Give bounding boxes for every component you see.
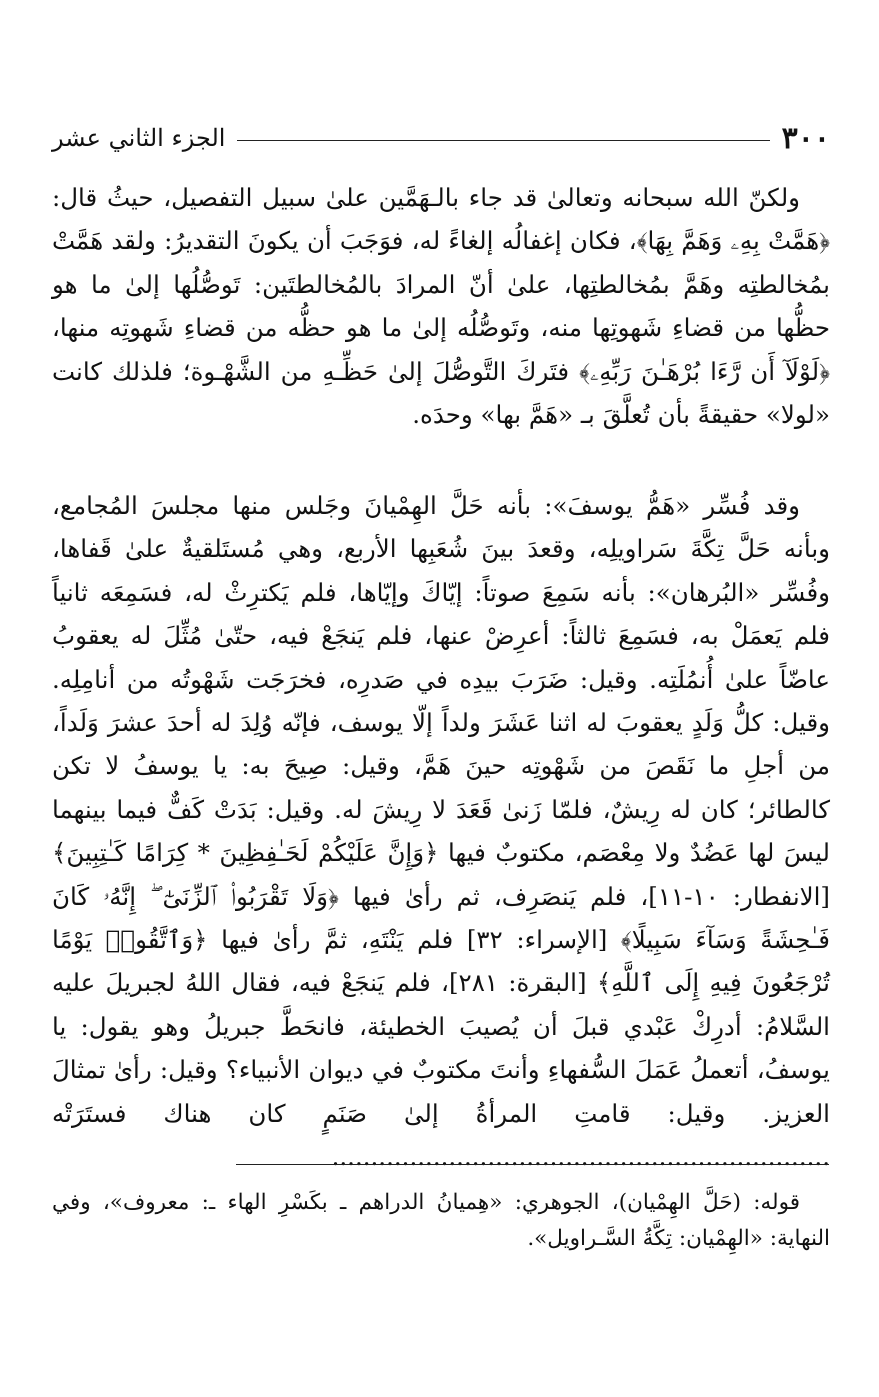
main-paragraph-2 — [52, 484, 830, 1179]
main-paragraph-1 — [52, 176, 830, 436]
footnote-separator — [236, 1164, 829, 1165]
running-title: الجزء الثاني عشر — [52, 124, 226, 152]
page-header — [52, 118, 830, 158]
header-rule — [237, 140, 769, 141]
paragraph-text: وقد فُسِّر «هَمُّ يوسفَ»: بأنه حَلَّ الهِمْيانَ وجَلس منها مجلسَ المُجامع، وبأنه حَلَّ تِكَّةَ سَراويلِه، وقعدَ بينَ شُعَبِها الأربع، وهي مُستَلقيةٌ علىٰ قَفاها، وفُسِّر «البُرهان»: بأنه سَمِعَ صوتاً: إيّاكَ وإيّاها، فلم يَكترِثْ له، فسَمِعَه ثانياً فلم يَعمَلْ به، فسَمِعَ ثالثاً: أعرِضْ عنها، فلم يَنجَعْ فيه، حتّىٰ مُثِّلَ له يعقوبُ عاضّاً علىٰ أُنمُلَتِه. وقيل: ضَرَبَ بيدِه في صَدرِه، فخرَجَت شَهْوتُه من أنامِلِه. وقيل: كلُّ وَلَدٍ يعقوبَ له اثنا عَشَرَ ولداً إلّا يوسف، فإنّه وُلِدَ له أحدَ عشرَ وَلَداً، من أجلِ ما نَقَصَ من شَهْوتِه حينَ هَمَّ، وقيل: صِيحَ به: يا يوسفُ لا تكن كالطائر؛ كان له رِيشٌ، فلمّا زَنىٰ قَعَدَ لا رِيشَ له. وقيل: بَدَتْ كَفٌّ فيما بينهما ليسَ لها عَضُدٌ ولا مِعْصَم، مكتوبٌ فيها ﴿وَإِنَّ عَلَيْكُمْ لَحَـٰفِظِينَ * كِرَامًا كَـٰتِبِينَ﴾ [الانفطار: ١٠-١١]، فلم يَنصَرِف، ثم رأىٰ فيها ﴿وَلَا تَقْرَبُوا۟ ٱلزِّنَىٰٓ ۖ إِنَّهُۥ كَانَ فَـٰحِشَةً وَسَآءَ سَبِيلًا﴾ [الإسراء: ٣٢] فلم يَنْتَهِ، ثمَّ رأىٰ فيها ﴿وَٱتَّقُوا۟ يَوْمًا تُرْجَعُونَ فِيهِ إِلَى ٱللَّهِ﴾ [البقرة: ٢٨١]، فلم يَنجَعْ فيه، فقال اللهُ لجبريلَ عليه السَّلامُ: أدرِكْ عَبْدي قبلَ أن يُصيبَ الخطيئة، فانحَطَّ جبريلُ وهو يقول: يا يوسفُ، أتعملُ عَمَلَ السُّفهاءِ وأنتَ مكتوبٌ في ديوان الأنبياء؟ وقيل: رأىٰ تمثالَ العزيز. وقيل: قامتِ المرأةُ إلىٰ صَنَمٍ كان هناك فستَرَتْه ................................................................ — [52, 491, 831, 1172]
page-number: ٣٠٠ — [781, 120, 830, 156]
footnote-text: قوله: (حَلَّ الهِمْيان)، الجوهري: «هِميانُ الدراهم ـ بكَسْرِ الهاء ـ: معروف»، وفي النهاية: «الهِمْيان: تِكَّةُ السَّـراويل». — [52, 1190, 830, 1251]
paragraph-text: ولكنّ الله سبحانه وتعالىٰ قد جاء بالـهَمَّين علىٰ سبيل التفصيل، حيثُ قال: ﴿هَمَّتْ بِهِۦ وَهَمَّ بِهَا﴾، فكان إغفالُه إلغاءً له، فوَجَبَ أن يكونَ التقديرُ: ولقد هَمَّتْ بمُخالطتِه وهَمَّ بمُخالطتِها، علىٰ أنّ المرادَ بالمُخالطتَين: تَوصُّلُها إلىٰ ما هو حظُّها من قضاءِ شَهوتِها منه، وتَوصُّلُه إلىٰ ما هو حظُّه من قضاءِ شَهوتِه منها، ﴿لَوْلَآ أَن رَّءَا بُرْهَـٰنَ رَبِّهِۦ﴾ فتَركَ التَّوصُّلَ إلىٰ حَظِّـهِ من الشَّهْـوة؛ فلذلك كانت «لولا» حقيقةً بأن تُعلَّقَ بـ «هَمَّ بها» وحدَه. — [52, 183, 830, 430]
footnote — [52, 1185, 830, 1257]
